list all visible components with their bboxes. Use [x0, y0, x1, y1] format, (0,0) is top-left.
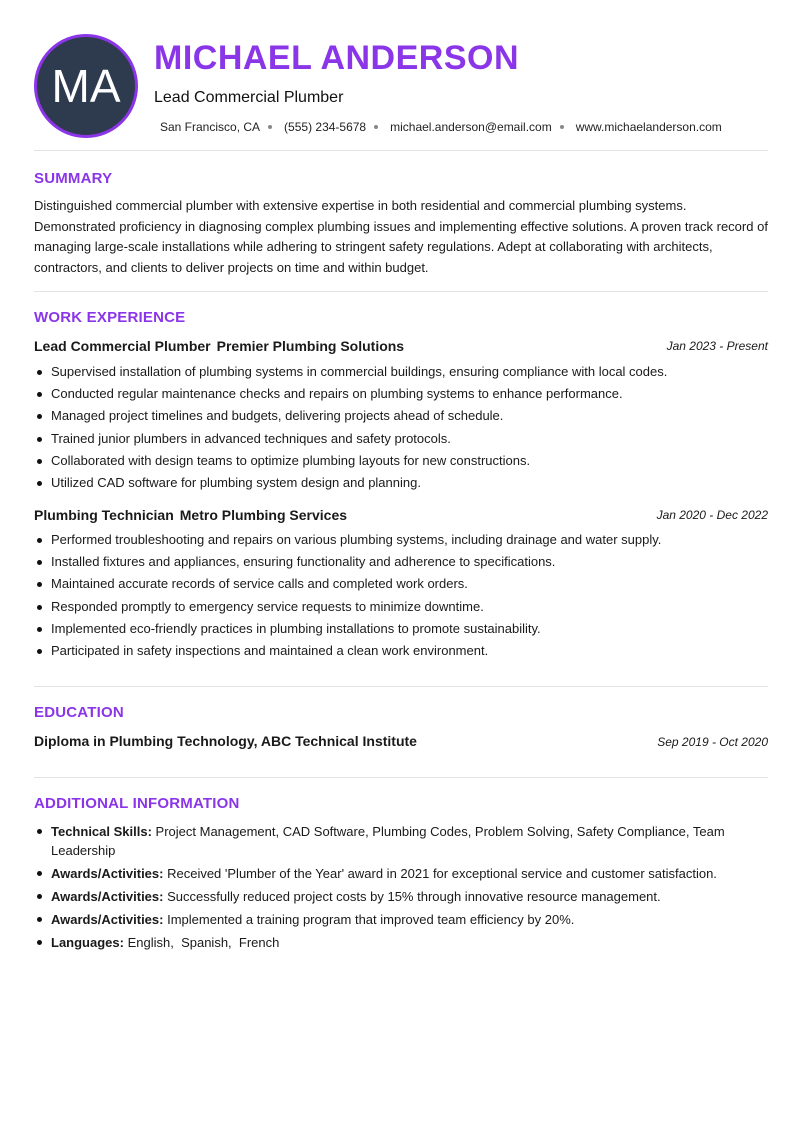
job-dates: Jan 2023 - Present [666, 339, 768, 353]
item-label: Awards/Activities: [51, 889, 164, 904]
job-role: Lead Commercial Plumber [34, 338, 211, 354]
item-text: Successfully reduced project costs by 15% through innovative resource management. [167, 889, 661, 904]
education-dates: Sep 2019 - Oct 2020 [657, 735, 768, 749]
item-text: Implemented a training program that improved team efficiency by 20%. [167, 912, 575, 927]
avatar [34, 34, 138, 138]
contact-email[interactable]: michael.anderson@email.com [390, 120, 552, 134]
separator-dot-icon [374, 125, 378, 129]
list-item [34, 864, 768, 883]
list-item [34, 822, 754, 860]
job-bullet-list [34, 531, 768, 664]
list-item [34, 933, 768, 952]
education-heading: EDUCATION [34, 704, 124, 721]
item-text: Received 'Plumber of the Year' award in 2021 for exceptional service and customer satisfaction. [167, 866, 717, 881]
contact-list [160, 120, 722, 134]
job-dates: Jan 2020 - Dec 2022 [656, 508, 768, 522]
job-role-line [34, 507, 347, 523]
list-item: Maintained accurate records of service calls and completed work orders. [34, 575, 768, 597]
additional-heading: ADDITIONAL INFORMATION [34, 795, 240, 812]
item-text: Project Management, CAD Software, Plumbing Codes, Problem Solving, Safety Compliance, Team Leadership [51, 824, 725, 858]
job-bullet-list [34, 363, 768, 496]
header [34, 34, 768, 138]
job-role: Plumbing Technician [34, 507, 174, 523]
experience-heading: WORK EXPERIENCE [34, 309, 186, 326]
divider [34, 777, 768, 778]
list-item: Collaborated with design teams to optimize plumbing layouts for new constructions. [34, 452, 768, 474]
education-row [34, 733, 768, 751]
job-header [34, 507, 768, 525]
summary-text: Distinguished commercial plumber with extensive expertise in both residential and commercial plumbing systems. Demonstrated proficiency in diagnosing complex plumbing issues and implementing effective solutions. A proven track record of managing large-scale installations while adhering to stringent safety regulations. Adept at collaborating with architects, contractors, and clients to deliver projects on time and within budget. [34, 198, 768, 275]
item-label: Awards/Activities: [51, 912, 164, 927]
divider [34, 150, 768, 151]
item-label: Languages: [51, 935, 124, 950]
additional-list [34, 822, 768, 956]
list-item: Trained junior plumbers in advanced techniques and safety protocols. [34, 430, 768, 452]
list-item: Installed fixtures and appliances, ensuring functionality and adherence to specifications. [34, 553, 768, 575]
item-label: Technical Skills: [51, 824, 152, 839]
list-item [34, 910, 768, 929]
job-header [34, 338, 768, 356]
candidate-title: Lead Commercial Plumber [154, 89, 344, 106]
item-text: English, Spanish, French [127, 935, 280, 950]
divider [34, 686, 768, 687]
separator-dot-icon [560, 125, 564, 129]
list-item: Supervised installation of plumbing systems in commercial buildings, ensuring compliance with local codes. [34, 363, 768, 385]
contact-website[interactable]: www.michaelanderson.com [575, 120, 722, 134]
job-company: Metro Plumbing Services [179, 507, 348, 523]
list-item: Conducted regular maintenance checks and repairs on plumbing systems to enhance performance. [34, 385, 768, 407]
list-item: Utilized CAD software for plumbing system design and planning. [34, 474, 768, 496]
item-label: Awards/Activities: [51, 866, 164, 881]
list-item: Responded promptly to emergency service requests to minimize downtime. [34, 598, 768, 620]
list-item: Managed project timelines and budgets, delivering projects ahead of schedule. [34, 407, 768, 429]
summary-heading: SUMMARY [34, 170, 113, 187]
divider [34, 291, 768, 292]
list-item: Implemented eco-friendly practices in plumbing installations to promote sustainability. [34, 620, 768, 642]
list-item: Performed troubleshooting and repairs on various plumbing systems, including drainage and water supply. [34, 531, 768, 553]
contact-location: San Francisco, CA [160, 120, 261, 134]
avatar-initials: MA [51, 60, 121, 112]
education-degree: Diploma in Plumbing Technology, ABC Technical Institute [34, 733, 417, 749]
job-company: Premier Plumbing Solutions [216, 338, 405, 354]
list-item [34, 887, 768, 906]
contact-phone: (555) 234-5678 [284, 120, 367, 134]
separator-dot-icon [268, 125, 272, 129]
candidate-name: MICHAEL ANDERSON [154, 39, 520, 77]
list-item: Participated in safety inspections and maintained a clean work environment. [34, 642, 768, 664]
job-role-line [34, 338, 404, 354]
